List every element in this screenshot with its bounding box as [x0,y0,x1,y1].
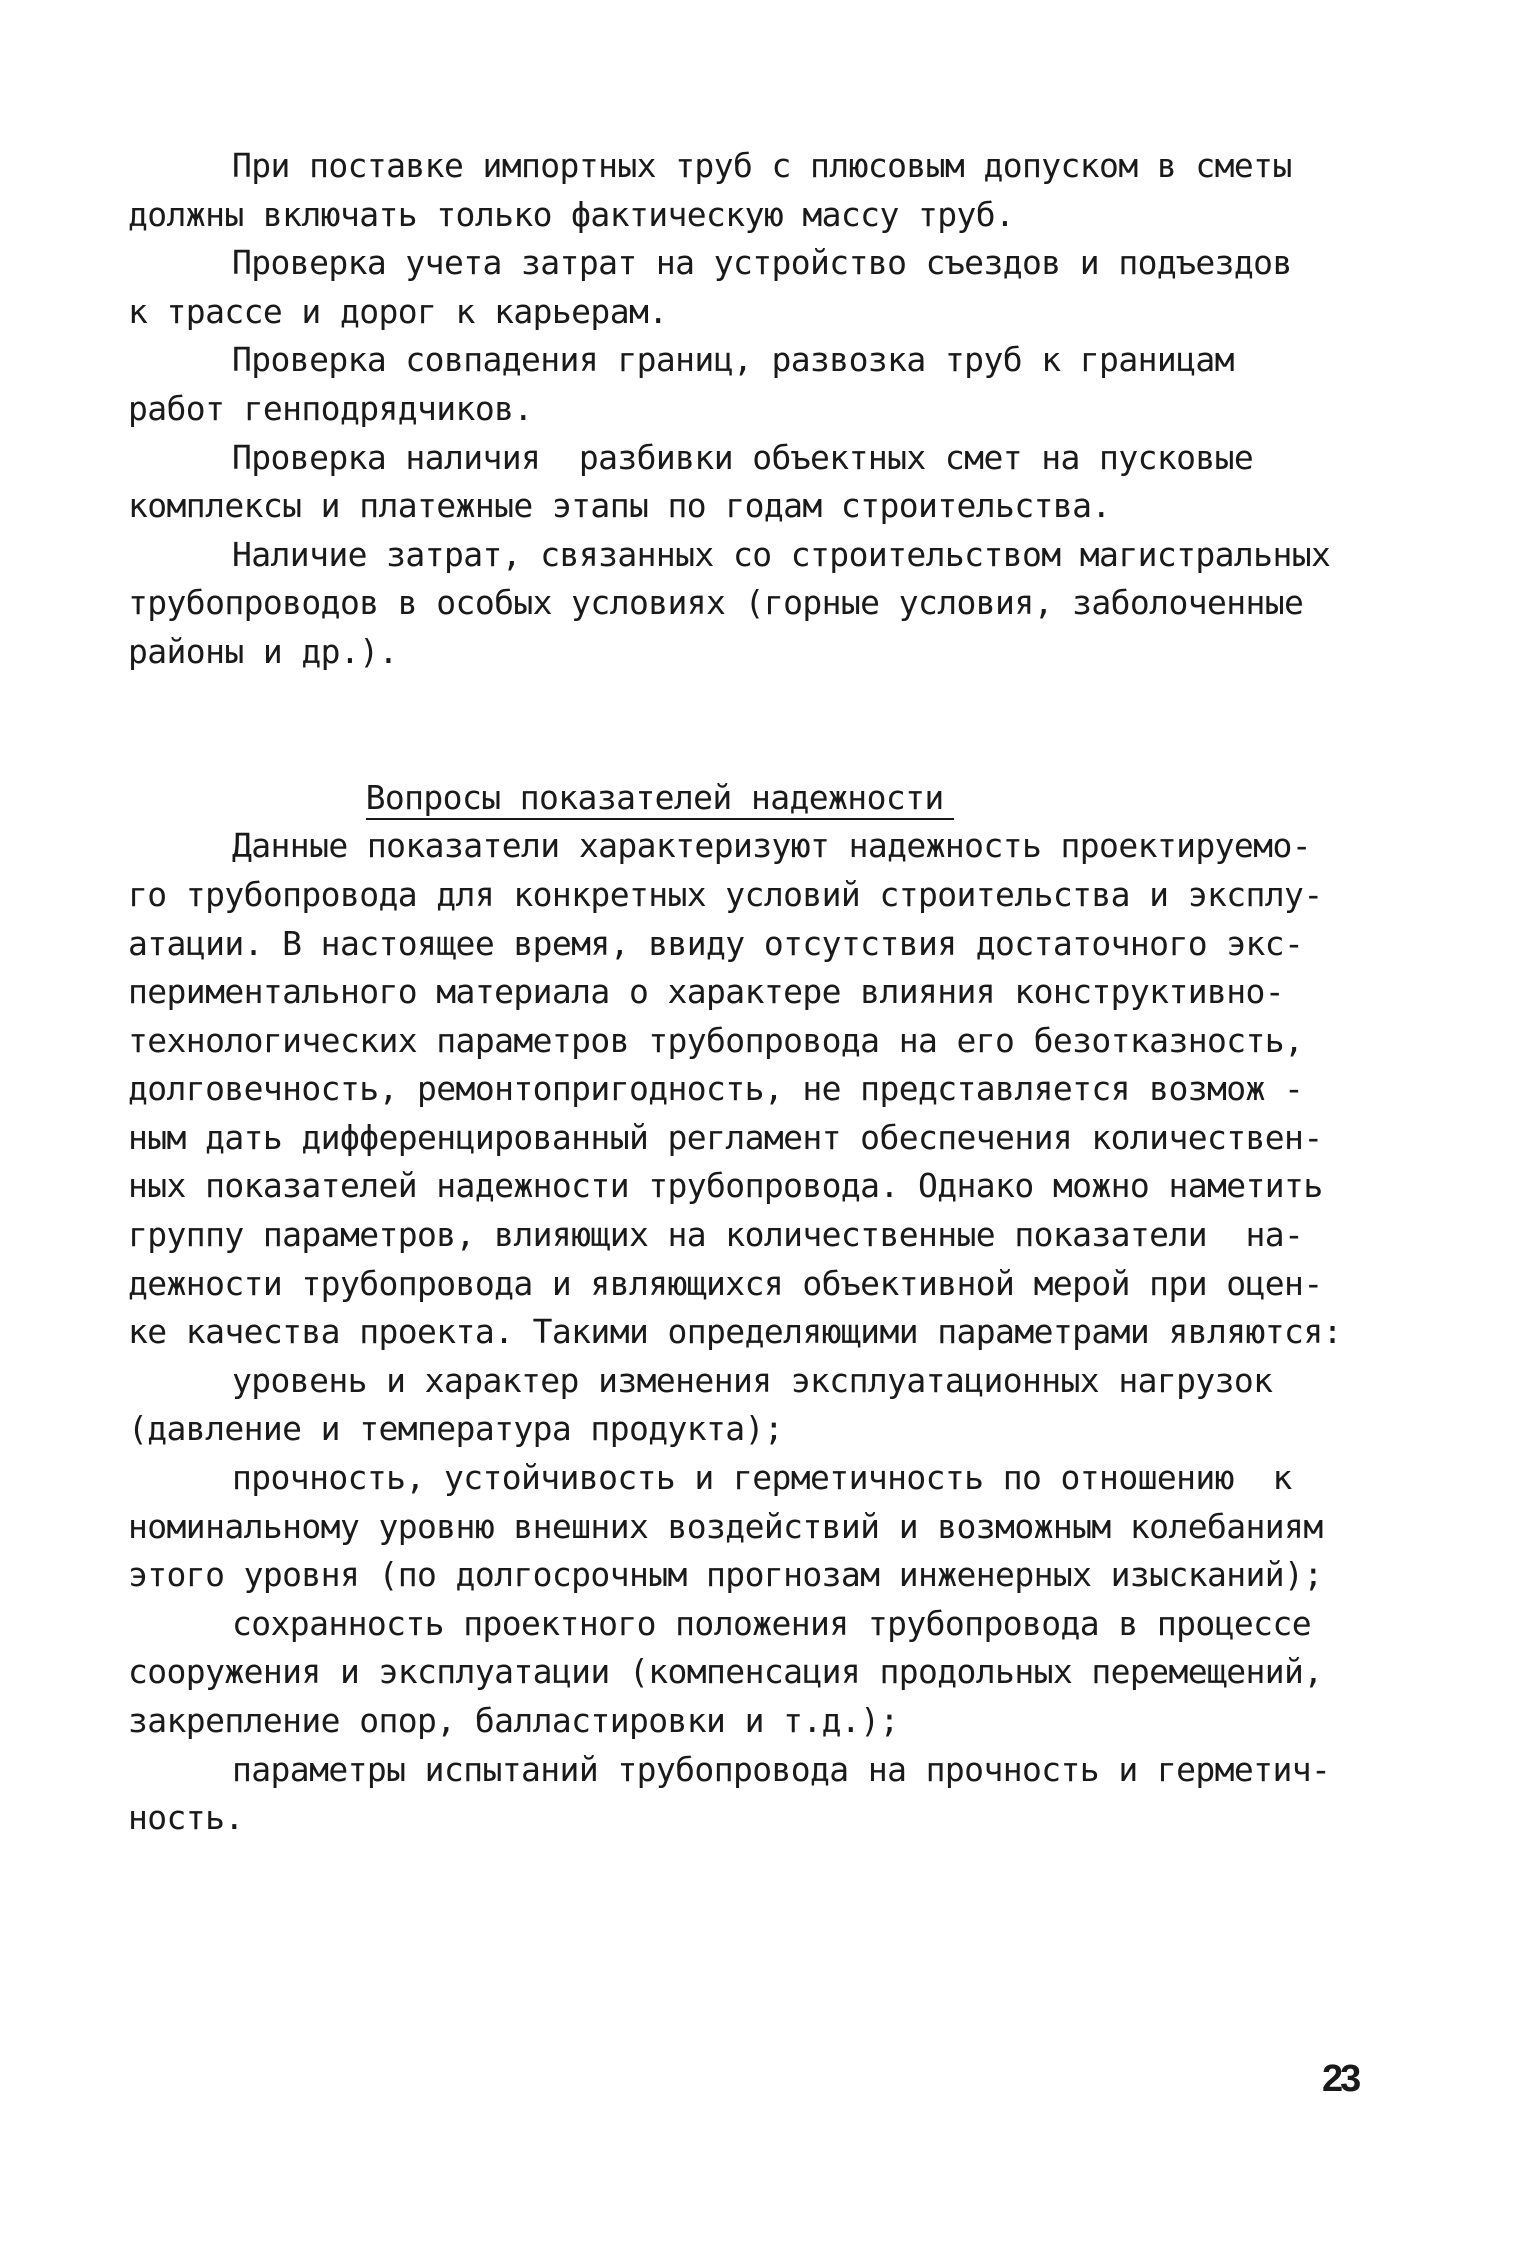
text-line: комплексы и платежные этапы по годам строительства. [128,486,1111,526]
body-paragraph [128,822,1418,1357]
text-line: трубопроводов в особых условиях (горные условия, заболоченные [128,583,1304,623]
text-line: уровень и характер изменения эксплуатационных нагрузок [232,1360,1273,1400]
text-line: Проверка совпадения границ, развозка труб к границам [232,340,1234,380]
text-block [128,142,1418,1843]
text-line: периментального материала о характере влияния конструктивно- [128,972,1285,1012]
text-line: сохранность проектного положения трубопровода в процессе [232,1603,1311,1643]
section-heading: Вопросы показателей надежности [366,778,954,820]
text-line: ке качества проекта. Такими определяющими параметрами являются: [128,1312,1342,1352]
text-line: этого уровня (по долгосрочным прогнозам инженерных изысканий); [128,1555,1323,1595]
text-line: параметры испытаний трубопровода на прочность и герметич- [232,1749,1331,1789]
text-line: ность. [128,1798,244,1838]
text-line: ных показателей надежности трубопровода. Однако можно наметить [128,1166,1323,1206]
page-number: 23 [1322,2058,1359,2100]
body-paragraph [128,1600,1418,1746]
text-line: Проверка учета затрат на устройство съездов и подъездов [232,243,1292,283]
blank-line [128,677,1418,726]
text-line: технологических параметров трубопровода на его безотказность, [128,1020,1304,1060]
intro-paragraph [128,531,1418,677]
text-line: Данные показатели характеризуют надежность проектируемо- [232,826,1311,866]
text-line: номинальному уровню внешних воздействий и возможным колебаниям [128,1506,1323,1546]
text-line: группу параметров, влияющих на количественные показатели на- [128,1215,1304,1255]
intro-paragraph [128,239,1418,336]
text-line: При поставке импортных труб с плюсовым допуском в сметы [232,146,1292,185]
text-line: к трассе и дорог к карьерам. [128,291,668,331]
text-line: работ генподрядчиков. [128,388,533,428]
text-line: Проверка наличия разбивки объектных смет на пусковые [232,437,1254,477]
text-line: районы и др.). [128,631,398,671]
intro-paragraph [128,336,1418,433]
body-paragraph [128,1454,1418,1600]
section-heading-line [128,725,1418,817]
text-line: (давление и температура продукта); [128,1409,784,1449]
text-line: ным дать дифференцированный регламент обеспечения количествен- [128,1117,1323,1157]
body-paragraph [128,1746,1418,1843]
text-line: Наличие затрат, связанных со строительством магистральных [232,534,1331,574]
text-line: атации. В настоящее время, ввиду отсутствия достаточного экс- [128,923,1304,963]
body-paragraph [128,1357,1418,1454]
text-line: закрепление опор, балластировки и т.д.); [128,1701,899,1740]
text-line: прочность, устойчивость и герметичность по отношению к [232,1458,1292,1498]
text-line: долговечность, ремонтопригодность, не представляется возмож - [128,1069,1304,1109]
intro-paragraph [128,434,1418,531]
text-line: го трубопровода для конкретных условий строительства и эксплу- [128,874,1323,914]
intro-paragraph [128,142,1418,239]
text-line: должны включать только фактическую массу труб. [128,194,1015,234]
text-line: дежности трубопровода и являющихся объективной мерой при оцен- [128,1263,1323,1303]
text-line: сооружения и эксплуатации (компенсация продольных перемещений, [128,1652,1323,1692]
